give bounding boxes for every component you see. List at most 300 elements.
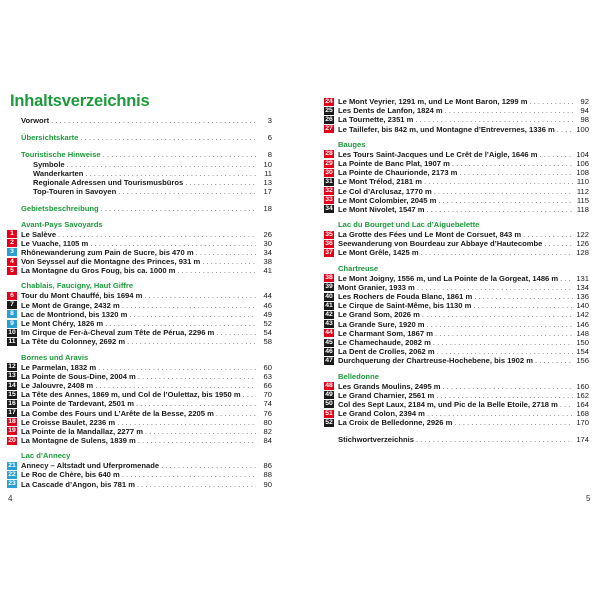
tour-entry-label: La Pointe de la Mandallaz, 2277 m xyxy=(21,426,143,436)
leader-dots xyxy=(417,283,573,292)
toc-entry-label: Symbole xyxy=(33,159,65,169)
tour-entry-label: Le Parmelan, 1832 m xyxy=(21,362,97,372)
leader-dots xyxy=(161,461,256,470)
tour-entry[interactable] xyxy=(324,274,589,283)
tour-number-badge: 46 xyxy=(325,347,333,355)
tour-entry[interactable] xyxy=(324,196,589,205)
tour-entry-page: 88 xyxy=(263,470,272,480)
tour-entry-page: 34 xyxy=(263,247,272,257)
tour-number-badge: 15 xyxy=(8,390,16,398)
tour-entry-label: Col des Sept Laux, 2184 m, und Pic de la Belle Etoile, 2718 m xyxy=(338,399,558,409)
toc-entry[interactable] xyxy=(7,169,272,178)
tour-entry-page: 92 xyxy=(580,97,589,106)
tour-entry[interactable] xyxy=(7,337,272,346)
tour-number-badge: 42 xyxy=(325,310,333,318)
leader-dots xyxy=(535,356,573,365)
toc-entry-page: 11 xyxy=(264,168,272,178)
tour-entry-page: 134 xyxy=(576,282,589,292)
tour-entry-page: 100 xyxy=(576,124,589,134)
toc-entry-page: 17 xyxy=(263,187,272,197)
tour-entry-page: 150 xyxy=(576,337,589,347)
tour-entry[interactable] xyxy=(324,418,589,427)
tour-number-badge: 22 xyxy=(8,471,16,479)
tour-entry-label: La Grotte des Fées und Le Mont de Corsuet, 843 m xyxy=(338,230,522,240)
tour-number-badge: 28 xyxy=(325,150,333,158)
tour-entry-label: Le Mont Grêle, 1425 m xyxy=(338,248,419,258)
tour-entry-label: Lac de Montriond, bis 1320 m xyxy=(21,309,128,319)
tour-number-badge: 37 xyxy=(325,249,333,257)
leader-dots xyxy=(473,301,573,310)
tour-entry[interactable] xyxy=(324,248,589,257)
tour-number-badge: 16 xyxy=(8,399,16,407)
tour-number-badge: 5 xyxy=(7,267,17,275)
tour-entry[interactable] xyxy=(324,391,589,400)
tour-number-badge: 18 xyxy=(8,418,16,426)
tour-number-badge: 17 xyxy=(8,409,16,417)
tour-entry-page: 82 xyxy=(263,426,272,436)
leader-dots xyxy=(243,390,256,399)
tour-entry-label: Les Rochers de Fouda Blanc, 1861 m xyxy=(338,292,473,301)
leader-dots xyxy=(452,159,573,168)
tour-entry[interactable] xyxy=(324,187,589,196)
leader-dots xyxy=(474,292,573,301)
tour-entry-page: 146 xyxy=(576,319,589,329)
tour-entry-page: 160 xyxy=(576,381,589,391)
leader-dots xyxy=(216,409,256,418)
tour-entry-page: 108 xyxy=(576,168,589,178)
tour-entry-label: Le Salève xyxy=(21,229,57,239)
toc-entry-label: Stichwortverzeichnis xyxy=(338,435,414,445)
tour-entry-label: Im Cirque de Fer-à-Cheval zum Tête de Pérua, 2296 m xyxy=(21,328,215,338)
tour-number-badge: 9 xyxy=(7,320,17,328)
tour-entry-page: 84 xyxy=(263,436,272,446)
tour-entry-label: La Dent de Crolles, 2062 m xyxy=(338,347,435,357)
tour-entry[interactable] xyxy=(324,159,589,168)
leader-dots xyxy=(117,418,256,427)
tour-number-badge: 23 xyxy=(8,480,16,488)
leader-dots xyxy=(103,150,256,159)
tour-entry[interactable] xyxy=(324,230,589,239)
leader-dots xyxy=(138,372,256,381)
toc-entry-page: 13 xyxy=(263,177,272,187)
tour-number-badge: 19 xyxy=(8,427,16,435)
tour-entry-label: Le Grand Colon, 2394 m xyxy=(338,409,425,419)
toc-entry[interactable] xyxy=(7,178,272,187)
tour-entry-label: Le Jalouvre, 2408 m xyxy=(21,380,94,390)
tour-entry[interactable] xyxy=(324,347,589,356)
tour-entry[interactable] xyxy=(324,150,589,159)
tour-entry[interactable] xyxy=(324,356,589,365)
leader-dots xyxy=(434,187,573,196)
leader-dots xyxy=(118,187,256,196)
tour-number-badge: 6 xyxy=(7,292,17,300)
section-heading: Chartreuse xyxy=(338,263,379,273)
toc-entry[interactable] xyxy=(7,150,272,159)
tour-number-badge: 1 xyxy=(7,230,17,238)
tour-entry-page: 98 xyxy=(580,115,589,125)
toc-entry[interactable] xyxy=(7,160,272,169)
leader-dots xyxy=(101,204,256,213)
tour-entry-page: 30 xyxy=(263,238,272,248)
tour-entry-label: Le Mont Nivolet, 1547 m xyxy=(338,204,425,214)
tour-entry-page: 136 xyxy=(576,292,589,301)
tour-entry-page: 110 xyxy=(576,177,589,187)
leader-dots xyxy=(129,310,256,319)
tour-entry-page: 94 xyxy=(580,106,589,116)
toc-entry-page: 6 xyxy=(267,133,272,143)
tour-entry-page: 44 xyxy=(263,291,272,301)
tour-entry-page: 118 xyxy=(576,204,589,214)
tour-entry[interactable] xyxy=(324,106,589,115)
tour-entry[interactable] xyxy=(324,125,589,134)
tour-entry-page: 164 xyxy=(576,399,589,409)
tour-entry[interactable] xyxy=(324,97,589,106)
leader-dots xyxy=(422,310,573,319)
toc-entry-label: Top-Touren in Savoyen xyxy=(33,187,117,197)
toc-entry-page: 8 xyxy=(267,150,272,160)
tour-entry-page: 54 xyxy=(263,328,272,338)
tour-number-badge: 34 xyxy=(325,205,333,213)
tour-number-badge: 52 xyxy=(325,418,333,426)
leader-dots xyxy=(523,230,573,239)
page-number-right: 5 xyxy=(586,494,591,503)
tour-number-badge: 36 xyxy=(325,239,333,247)
tour-entry-label: La Croix de Belledonne, 2926 m xyxy=(338,418,453,428)
tour-entry-page: 49 xyxy=(263,309,272,319)
toc-entry-label: Übersichtskarte xyxy=(21,133,79,143)
tour-number-badge: 11 xyxy=(8,337,16,345)
tour-entry-page: 90 xyxy=(263,479,272,489)
tour-entry-page: 142 xyxy=(576,310,589,320)
tour-number-badge: 40 xyxy=(325,292,333,300)
tour-entry[interactable] xyxy=(324,292,589,301)
leader-dots xyxy=(433,338,573,347)
spacer xyxy=(7,142,272,150)
leader-dots xyxy=(443,382,573,391)
toc-entry-label: Touristische Hinweise xyxy=(21,150,101,160)
tour-entry-page: 140 xyxy=(576,301,589,311)
tour-number-badge: 43 xyxy=(325,320,333,328)
tour-number-badge: 4 xyxy=(7,258,17,266)
tour-entry-label: La Pointe de Tardevant, 2501 m xyxy=(21,399,134,409)
tour-entry-page: 148 xyxy=(576,328,589,338)
toc-entry[interactable] xyxy=(7,204,272,213)
toc-entry[interactable] xyxy=(7,187,272,196)
tour-number-badge: 26 xyxy=(325,115,333,123)
leader-dots xyxy=(51,116,256,125)
tour-entry-page: 38 xyxy=(263,257,272,267)
tour-entry[interactable] xyxy=(7,480,272,489)
tour-entry-page: 122 xyxy=(576,230,589,240)
tour-number-badge: 21 xyxy=(8,461,16,469)
leader-dots xyxy=(67,160,256,169)
tour-entry-label: La Tête des Annes, 1869 m, und Col de l’Oulettaz, bis 1950 m xyxy=(21,390,241,400)
tour-entry[interactable] xyxy=(7,328,272,337)
tour-number-badge: 14 xyxy=(8,381,16,389)
leader-dots xyxy=(137,480,256,489)
section-heading: Bauges xyxy=(338,139,366,149)
tour-entry-label: Les Grands Moulins, 2495 m xyxy=(338,381,441,391)
tour-entry-label: Mont Granier, 1933 m xyxy=(338,282,415,292)
toc-entry-label: Wanderkarten xyxy=(33,168,84,178)
spacer xyxy=(7,196,272,204)
leader-dots xyxy=(544,239,573,248)
tour-entry-label: Le Croisse Baulet, 2236 m xyxy=(21,417,116,427)
tour-number-badge: 29 xyxy=(325,159,333,167)
tour-entry-label: Les Dents de Lanfon, 1824 m xyxy=(338,106,443,116)
leader-dots xyxy=(437,347,573,356)
tour-entry[interactable] xyxy=(7,436,272,445)
section-heading: Lac du Bourget und Lac d’Aiguebelette xyxy=(338,220,480,230)
tour-entry[interactable] xyxy=(324,320,589,329)
leader-dots xyxy=(136,399,256,408)
tour-entry[interactable] xyxy=(7,427,272,436)
tour-entry-label: Rhônewanderung zum Pain de Sucre, bis 470 m xyxy=(21,247,194,257)
tour-entry-label: Tour du Mont Chauffé, bis 1694 m xyxy=(21,291,143,301)
tour-entry-page: 104 xyxy=(576,149,589,159)
leader-dots xyxy=(145,427,256,436)
leader-dots xyxy=(122,470,256,479)
tour-entry[interactable] xyxy=(7,390,272,399)
tour-number-badge: 39 xyxy=(325,283,333,291)
tour-entry-page: 80 xyxy=(263,417,272,427)
toc-entry-label: Vorwort xyxy=(21,116,50,125)
tour-entry-label: La Grande Sure, 1920 m xyxy=(338,319,425,329)
tour-entry-label: Le Mont de Grange, 2432 m xyxy=(21,300,120,310)
leader-dots xyxy=(560,400,573,409)
tour-entry-label: Les Tours Saint-Jacques und Le Crêt de l’Aigle, 1646 m xyxy=(338,149,538,159)
tour-number-badge: 12 xyxy=(8,363,16,371)
tour-number-badge: 35 xyxy=(325,230,333,238)
tour-number-badge: 13 xyxy=(8,372,16,380)
tour-entry[interactable] xyxy=(324,409,589,418)
leader-dots xyxy=(98,363,256,372)
leader-dots xyxy=(445,106,573,115)
tour-entry-label: La Cascade d’Angon, bis 781 m xyxy=(21,479,135,489)
tour-entry-page: 126 xyxy=(576,239,589,249)
toc-right-column xyxy=(324,97,589,445)
tour-entry-label: La Tête du Colonney, 2692 m xyxy=(21,337,126,347)
page-number-left: 4 xyxy=(8,494,13,503)
tour-entry-page: 154 xyxy=(576,347,589,357)
tour-number-badge: 8 xyxy=(7,310,17,318)
tour-entry-label: Le Roc de Chère, bis 640 m xyxy=(21,470,120,480)
tour-entry-label: La Montagne du Gros Foug, bis ca. 1000 m xyxy=(21,266,176,276)
leader-dots xyxy=(424,177,573,186)
tour-entry[interactable] xyxy=(324,205,589,214)
tour-entry-page: 112 xyxy=(576,186,589,196)
leader-dots xyxy=(216,328,256,337)
tour-entry-label: Le Grand Charnier, 2561 m xyxy=(338,390,435,400)
tour-entry[interactable] xyxy=(7,319,272,328)
tour-entry[interactable] xyxy=(7,409,272,418)
tour-entry-label: Durchquerung der Chartreuse-Hochebene, bis 1902 m xyxy=(338,356,533,366)
tour-entry[interactable] xyxy=(7,248,272,257)
leader-dots xyxy=(185,178,256,187)
tour-entry-page: 106 xyxy=(576,158,589,168)
toc-entry-page: 18 xyxy=(263,204,272,214)
right-page xyxy=(300,0,600,600)
tour-entry-page: 58 xyxy=(263,337,272,347)
leader-dots xyxy=(435,329,573,338)
section-heading: Chablais, Faucigny, Haut Giffre xyxy=(21,281,134,291)
spacer xyxy=(7,125,272,133)
toc-entry-label: Regionale Adressen und Tourismusbüros xyxy=(33,177,184,187)
tour-number-badge: 44 xyxy=(325,329,333,337)
tour-entry-label: Seewanderung von Bourdeau zur Abbaye d’Hautecombe xyxy=(338,239,543,249)
tour-entry[interactable] xyxy=(324,301,589,310)
tour-entry-label: Le Charmant Som, 1867 m xyxy=(338,328,433,338)
tour-entry-page: 170 xyxy=(576,418,589,428)
tour-number-badge: 30 xyxy=(325,168,333,176)
tour-entry-page: 41 xyxy=(263,266,272,276)
tour-entry[interactable] xyxy=(7,257,272,266)
tour-entry-label: La Pointe de Banc Plat, 1907 m xyxy=(338,158,450,168)
leader-dots xyxy=(415,115,573,124)
tour-entry-label: La Montagne de Sulens, 1839 m xyxy=(21,436,136,446)
tour-entry-label: Le Chamechaude, 2082 m xyxy=(338,337,431,347)
tour-entry[interactable] xyxy=(7,266,272,275)
leader-dots xyxy=(177,266,256,275)
section-heading: Lac d’Annecy xyxy=(21,451,71,461)
leader-dots xyxy=(138,436,256,445)
leader-dots xyxy=(459,168,573,177)
leader-dots xyxy=(85,169,256,178)
leader-dots xyxy=(560,274,573,283)
tour-entry[interactable] xyxy=(7,372,272,381)
toc-entry[interactable] xyxy=(324,435,589,444)
tour-entry[interactable] xyxy=(7,381,272,390)
tour-number-badge: 3 xyxy=(7,248,17,256)
tour-entry-page: 86 xyxy=(263,461,272,471)
tour-entry-label: Le Mont Joigny, 1556 m, und La Pointe de la Gorgeat, 1486 m xyxy=(338,273,559,283)
tour-entry[interactable] xyxy=(7,418,272,427)
tour-entry-page: 168 xyxy=(576,409,589,419)
leader-dots xyxy=(529,97,573,106)
leader-dots xyxy=(454,418,573,427)
tour-number-badge: 41 xyxy=(325,301,333,309)
tour-entry-label: Le Grand Som, 2026 m xyxy=(338,310,420,320)
tour-entry-label: Le Mont Trélod, 2181 m xyxy=(338,177,422,187)
leader-dots xyxy=(557,125,573,134)
leader-dots xyxy=(144,291,256,300)
tour-number-badge: 25 xyxy=(325,106,333,114)
tour-number-badge: 50 xyxy=(325,400,333,408)
toc-entry[interactable] xyxy=(7,133,272,142)
tour-entry[interactable] xyxy=(7,239,272,248)
tour-entry-label: Von Seyssel auf die Montagne des Princes, 931 m xyxy=(21,257,201,267)
tour-entry-page: 66 xyxy=(263,380,272,390)
tour-number-badge: 32 xyxy=(325,187,333,195)
leader-dots xyxy=(95,381,256,390)
leader-dots xyxy=(122,301,256,310)
leader-dots xyxy=(90,239,256,248)
leader-dots xyxy=(421,248,573,257)
tour-entry[interactable] xyxy=(7,399,272,408)
tour-entry-page: 74 xyxy=(263,399,272,409)
tour-entry[interactable] xyxy=(324,239,589,248)
leader-dots xyxy=(58,230,256,239)
leader-dots xyxy=(539,150,573,159)
leader-dots xyxy=(80,133,256,142)
tour-entry[interactable] xyxy=(324,177,589,186)
toc-entry-page: 174 xyxy=(576,435,589,445)
section-heading: Belledonne xyxy=(338,371,379,381)
tour-entry[interactable] xyxy=(324,338,589,347)
tour-entry-label: Le Cirque de Saint-Même, bis 1130 m xyxy=(338,301,472,311)
section-heading: Bornes und Aravis xyxy=(21,352,89,362)
toc-entry[interactable] xyxy=(7,116,272,125)
tour-entry-label: Le Col d’Arclusaz, 1770 m xyxy=(338,186,432,196)
leader-dots xyxy=(416,435,573,444)
toc-entry-page: 10 xyxy=(263,159,272,169)
tour-number-badge: 24 xyxy=(325,97,333,105)
leader-dots xyxy=(427,320,573,329)
tour-entry-label: La Pointe de Chaurionde, 2173 m xyxy=(338,168,458,178)
tour-entry-page: 156 xyxy=(576,356,589,366)
tour-entry[interactable] xyxy=(7,291,272,300)
tour-entry[interactable] xyxy=(7,461,272,470)
tour-entry[interactable] xyxy=(324,115,589,124)
tour-number-badge: 2 xyxy=(7,239,17,247)
tour-entry-page: 52 xyxy=(263,319,272,328)
tour-number-badge: 45 xyxy=(325,338,333,346)
tour-number-badge: 49 xyxy=(325,391,333,399)
tour-entry-label: Le Vuache, 1105 m xyxy=(21,238,89,248)
tour-entry[interactable] xyxy=(324,310,589,319)
tour-entry-page: 46 xyxy=(263,300,272,310)
tour-entry[interactable] xyxy=(7,363,272,372)
tour-number-badge: 48 xyxy=(325,382,333,390)
tour-entry[interactable] xyxy=(324,329,589,338)
tour-entry-label: Annecy – Altstadt und Uferpromenade xyxy=(21,461,160,471)
tour-entry[interactable] xyxy=(7,310,272,319)
tour-entry-label: Le Mont Chéry, 1826 m xyxy=(21,319,104,328)
tour-number-badge: 10 xyxy=(8,328,16,336)
tour-entry-page: 63 xyxy=(263,371,272,381)
tour-number-badge: 31 xyxy=(325,177,333,185)
tour-entry-page: 131 xyxy=(576,273,589,283)
tour-number-badge: 51 xyxy=(325,409,333,417)
tour-entry[interactable] xyxy=(7,230,272,239)
leader-dots xyxy=(427,205,573,214)
section-heading: Avant-Pays Savoyards xyxy=(21,219,103,229)
tour-number-badge: 33 xyxy=(325,196,333,204)
tour-entry-label: Le Mont Colombier, 2045 m xyxy=(338,195,437,205)
toc-left-column xyxy=(7,116,272,489)
tour-number-badge: 27 xyxy=(325,125,333,133)
tour-entry[interactable] xyxy=(324,382,589,391)
tour-entry[interactable] xyxy=(324,283,589,292)
tour-entry-label: Le Mont Veyrier, 1291 m, und Le Mont Baron, 1299 m xyxy=(338,97,528,106)
tour-entry[interactable] xyxy=(7,470,272,479)
spacer xyxy=(324,427,589,435)
leader-dots xyxy=(427,409,573,418)
leader-dots xyxy=(105,319,256,328)
tour-entry[interactable] xyxy=(324,168,589,177)
leader-dots xyxy=(436,391,573,400)
tour-entry-page: 60 xyxy=(263,362,272,372)
tour-entry-page: 115 xyxy=(576,195,589,205)
leader-dots xyxy=(127,337,256,346)
tour-entry[interactable] xyxy=(7,301,272,310)
tour-number-badge: 7 xyxy=(7,301,17,309)
tour-entry-page: 26 xyxy=(263,229,272,239)
tour-entry[interactable] xyxy=(324,400,589,409)
tour-entry-label: Le Taillefer, bis 842 m, und Montagne d’Entrevernes, 1336 m xyxy=(338,124,555,134)
leader-dots xyxy=(438,196,573,205)
toc-entry-label: Gebietsbeschreibung xyxy=(21,204,99,214)
